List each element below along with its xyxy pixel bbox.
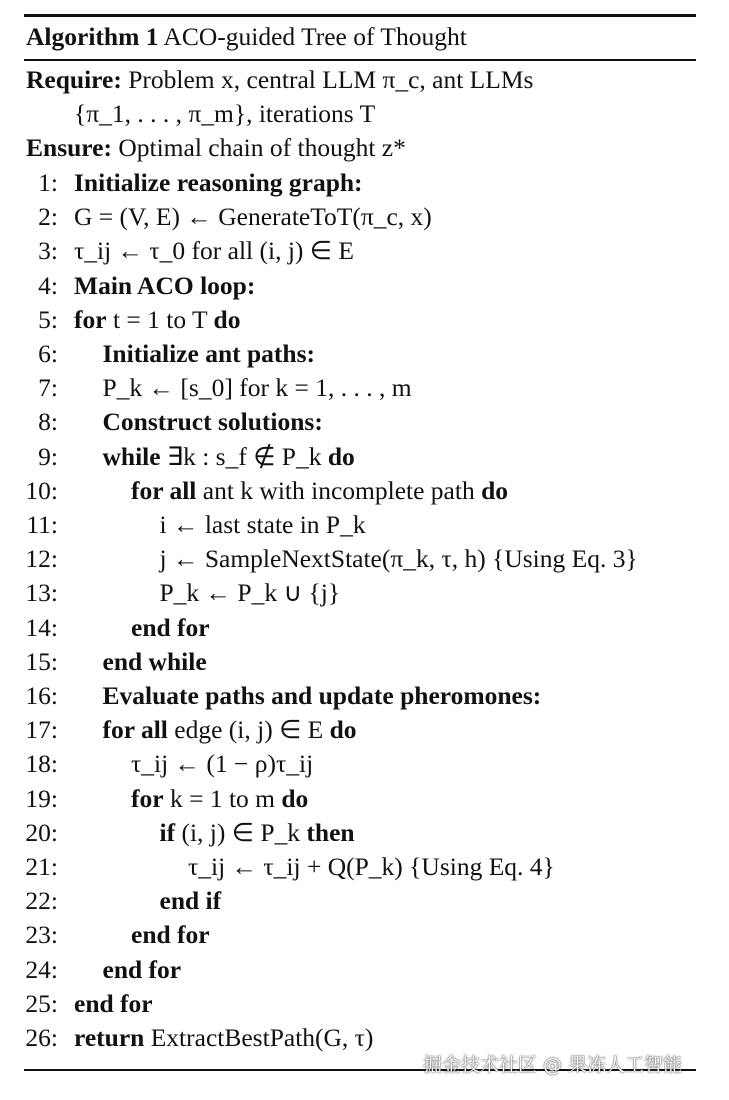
require-line-2 [74,97,729,131]
line-code [160,884,222,918]
statement: τ_ij ← (1 − ρ)τ_ij [131,749,314,779]
statement: ∃k : s_f ∉ P_k [166,441,322,471]
line-number: 24: [25,954,58,984]
require-line-1 [26,63,696,97]
statement: ant k with incomplete path [202,475,475,505]
algorithm-line [0,371,700,405]
keyword: Construct solutions: [102,407,323,437]
line-code [160,816,355,850]
caption-rule [24,59,696,61]
ensure-text: Optimal chain of thought z* [118,133,406,162]
line-code [131,782,308,816]
keyword: if [159,817,176,847]
line-number: 1: [38,168,58,197]
require-text-2: {π_1, . . . , π_m}, iterations T [74,99,376,128]
top-rule [24,14,696,17]
line-number: 26: [25,1023,58,1052]
line-code [103,645,207,679]
line-code [74,303,240,337]
algorithm-line [0,816,700,850]
algorithm-line [0,440,700,474]
keyword: end for [74,988,153,1018]
line-code [74,987,153,1021]
algorithm-line [0,747,700,781]
statement: edge (i, j) ∈ E [174,715,324,745]
statement: τ_ij ← τ_0 for all (i, j) ∈ E [74,236,354,266]
algorithm-title: ACO-guided Tree of Thought [163,22,467,51]
watermark: 掘金技术社区 @ 果冻人工智能 [423,1054,683,1076]
algorithm-line [0,782,700,816]
line-number: 8: [38,407,58,437]
algorithm-line [0,405,700,439]
keyword: Initialize ant paths: [102,339,316,368]
line-code [103,953,182,987]
algorithm-line [0,713,700,747]
line-code [74,166,363,200]
keyword: for [74,304,107,334]
line-code [160,508,366,542]
keyword: Evaluate paths and update pheromones: [102,681,542,710]
keyword: Initialize reasoning graph: [74,168,363,197]
line-number: 7: [38,373,58,403]
line-number: 9: [38,441,58,471]
algorithm-line [0,474,700,508]
line-code [131,474,508,508]
keyword: end for [131,920,210,950]
keyword: for [131,783,164,813]
keyword: for all [102,715,168,745]
line-number: 20: [25,817,58,847]
line-number: 25: [25,988,58,1018]
line-number: 6: [38,339,58,368]
keyword: do [213,304,241,334]
line-code [131,611,210,645]
statement: j ← SampleNextState(π_k, τ, h) {Using Eq. 3} [159,544,638,574]
statement: i ← last state in P_k [159,510,366,539]
line-code [103,440,355,474]
algorithm-line [0,884,700,918]
algorithm-line [0,269,700,303]
algorithm-line [0,303,700,337]
algorithm-line [0,337,700,371]
line-code [103,713,357,747]
algorithm-line [0,679,700,713]
algorithm-label: Algorithm 1 [26,22,159,51]
line-code [160,576,341,610]
line-number: 22: [25,886,58,916]
keyword: end for [131,612,210,642]
line-code [74,269,255,303]
algorithm-line [0,576,700,610]
line-code [74,1021,373,1055]
keyword: end if [159,886,222,916]
keyword: end while [102,646,207,676]
line-code [188,850,555,884]
statement: P_k ← [s_0] for k = 1, . . . , m [102,373,412,403]
statement: τ_ij ← τ_ij + Q(P_k) {Using Eq. 4} [188,852,555,881]
line-code [103,405,323,439]
line-number: 13: [25,578,58,608]
keyword: then [306,817,355,847]
statement: k = 1 to m [169,783,275,813]
line-number: 17: [25,715,58,745]
line-number: 4: [38,270,58,300]
algorithm-line [0,234,700,268]
keyword: while [102,441,161,471]
ensure-label: Ensure: [26,133,112,162]
require-text-1: Problem x, central LLM π_c, ant LLMs [128,65,534,94]
statement: (i, j) ∈ P_k [181,817,301,847]
algorithm-line [0,987,700,1021]
algorithm-line [0,918,700,952]
line-number: 16: [25,681,58,710]
require-label: Require: [26,65,122,94]
line-number: 3: [38,236,58,266]
ensure-line [26,131,696,165]
line-number: 12: [25,544,58,574]
keyword: return [74,1023,145,1052]
keyword: do [329,715,357,745]
line-number: 11: [26,510,58,539]
line-number: 19: [25,783,58,813]
line-number: 21: [25,852,58,881]
keyword: for all [131,475,197,505]
keyword: do [481,475,509,505]
keyword: Main ACO loop: [74,270,256,300]
line-number: 18: [25,749,58,779]
statement: t = 1 to T [112,304,208,334]
line-number: 2: [38,202,58,232]
line-code [74,200,432,234]
line-number: 14: [25,612,58,642]
line-number: 10: [25,475,58,505]
algorithm-caption [26,18,467,56]
keyword: end for [102,954,182,984]
statement: P_k ← P_k ∪ {j} [159,578,341,608]
line-code [160,542,638,576]
line-code [103,679,542,713]
algorithm-line [0,645,700,679]
statement: G = (V, E) ← GenerateToT(π_c, x) [74,202,432,232]
algorithm-line [0,508,700,542]
line-number: 5: [38,304,58,334]
algorithm-line [0,953,700,987]
line-number: 23: [25,920,58,950]
algorithm-line [0,611,700,645]
statement: ExtractBestPath(G, τ) [150,1023,374,1052]
line-number: 15: [25,646,58,676]
algorithm-line [0,166,700,200]
line-code [74,234,354,268]
line-code [131,747,313,781]
line-code [103,371,412,405]
line-code [103,337,316,371]
keyword: do [281,783,309,813]
algorithm-line [0,850,700,884]
keyword: do [327,441,355,471]
algorithm-line [0,200,700,234]
algorithm-line [0,542,700,576]
line-code [131,918,210,952]
